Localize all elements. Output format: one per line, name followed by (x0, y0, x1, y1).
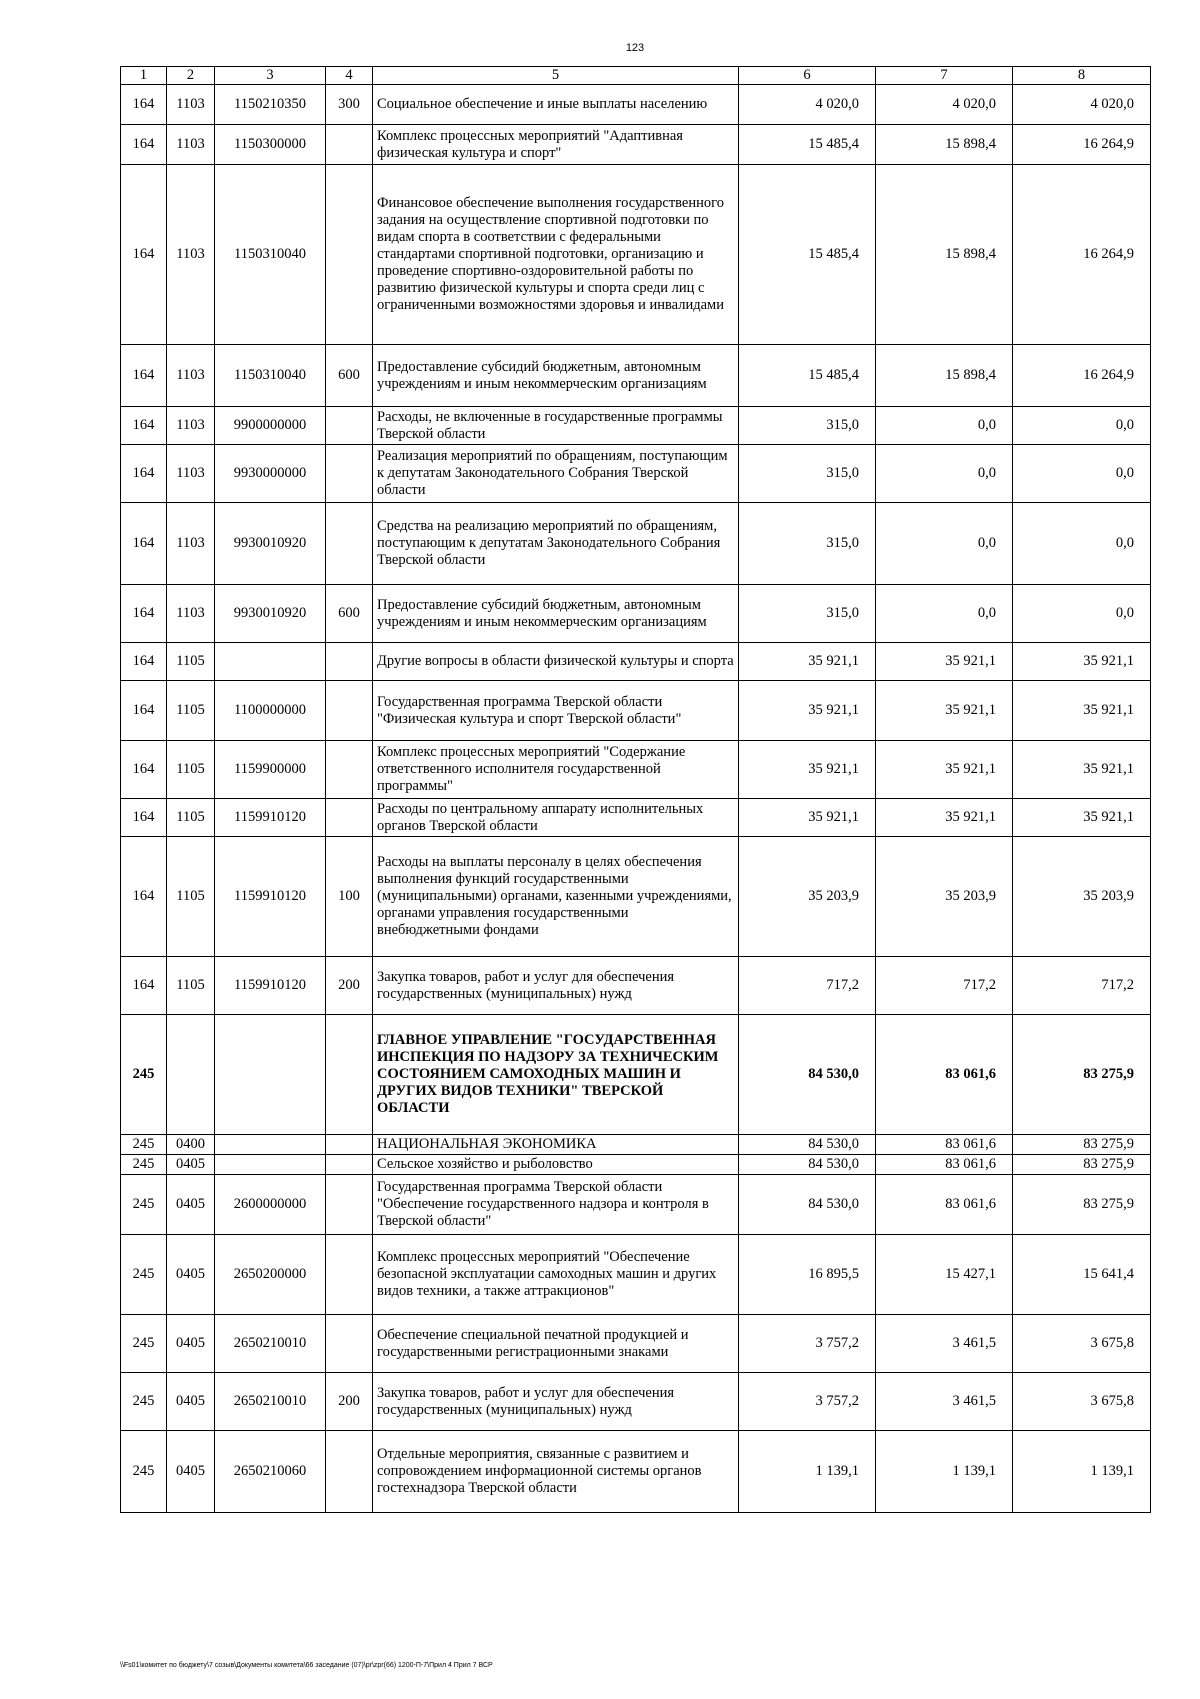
cell-amount-year1: 15 485,4 (739, 345, 876, 407)
cell-section: 0405 (167, 1235, 215, 1315)
column-header: 6 (739, 67, 876, 85)
cell-section: 1103 (167, 125, 215, 165)
table-row (121, 1135, 1151, 1155)
cell-amount-year2: 1 139,1 (876, 1431, 1013, 1513)
cell-amount-year3: 1 139,1 (1013, 1431, 1151, 1513)
cell-amount-year1: 84 530,0 (739, 1015, 876, 1135)
cell-amount-year3: 15 641,4 (1013, 1235, 1151, 1315)
cell-amount-year3: 83 275,9 (1013, 1175, 1151, 1235)
cell-expense-type (326, 1015, 373, 1135)
cell-amount-year2: 15 898,4 (876, 345, 1013, 407)
cell-amount-year1: 4 020,0 (739, 85, 876, 125)
table-row (121, 1015, 1151, 1135)
cell-target-article: 1150310040 (215, 165, 326, 345)
table-row (121, 407, 1151, 445)
cell-section: 1103 (167, 445, 215, 503)
cell-description: Предоставление субсидий бюджетным, автономным учреждениям и иным некоммерческим организациям (373, 345, 739, 407)
cell-amount-year2: 4 020,0 (876, 85, 1013, 125)
cell-section: 1105 (167, 681, 215, 741)
cell-expense-type: 600 (326, 585, 373, 643)
cell-expense-type (326, 503, 373, 585)
cell-target-article: 9930010920 (215, 503, 326, 585)
cell-target-article: 1150210350 (215, 85, 326, 125)
cell-amount-year1: 15 485,4 (739, 165, 876, 345)
cell-amount-year3: 35 921,1 (1013, 643, 1151, 681)
cell-chapter: 164 (121, 837, 167, 957)
cell-amount-year2: 35 203,9 (876, 837, 1013, 957)
cell-section: 0405 (167, 1431, 215, 1513)
cell-section: 0400 (167, 1135, 215, 1155)
cell-target-article: 9900000000 (215, 407, 326, 445)
cell-amount-year2: 15 427,1 (876, 1235, 1013, 1315)
cell-amount-year2: 0,0 (876, 503, 1013, 585)
cell-description: Финансовое обеспечение выполнения государственного задания на осуществление спортивной подготовки по видам спорта в соответствии с федеральными стандартами спортивной подготовки, организацию и проведение спортивно-оздоровительной работы по развитию физической культуры и спорта среди лиц с ограниченными возможностями здоровья и инвалидами (373, 165, 739, 345)
cell-target-article: 1159910120 (215, 799, 326, 837)
cell-amount-year3: 3 675,8 (1013, 1315, 1151, 1373)
cell-expense-type (326, 445, 373, 503)
cell-amount-year1: 3 757,2 (739, 1373, 876, 1431)
cell-target-article: 1150310040 (215, 345, 326, 407)
cell-amount-year3: 35 921,1 (1013, 681, 1151, 741)
cell-amount-year3: 83 275,9 (1013, 1155, 1151, 1175)
cell-target-article: 2600000000 (215, 1175, 326, 1235)
table-row (121, 345, 1151, 407)
cell-expense-type (326, 681, 373, 741)
cell-amount-year2: 717,2 (876, 957, 1013, 1015)
cell-description: Закупка товаров, работ и услуг для обеспечения государственных (муниципальных) нужд (373, 1373, 739, 1431)
cell-chapter: 164 (121, 741, 167, 799)
cell-chapter: 245 (121, 1175, 167, 1235)
cell-amount-year2: 3 461,5 (876, 1373, 1013, 1431)
cell-chapter: 245 (121, 1135, 167, 1155)
cell-amount-year1: 15 485,4 (739, 125, 876, 165)
cell-chapter: 164 (121, 407, 167, 445)
cell-section: 1105 (167, 799, 215, 837)
cell-target-article: 9930010920 (215, 585, 326, 643)
cell-amount-year3: 16 264,9 (1013, 125, 1151, 165)
page-number: 123 (625, 42, 645, 54)
cell-description: Средства на реализацию мероприятий по обращениям, поступающим к депутатам Законодательного Собрания Тверской области (373, 503, 739, 585)
cell-target-article: 1159900000 (215, 741, 326, 799)
column-header: 2 (167, 67, 215, 85)
cell-amount-year2: 0,0 (876, 407, 1013, 445)
cell-amount-year2: 83 061,6 (876, 1135, 1013, 1155)
cell-amount-year1: 35 921,1 (739, 681, 876, 741)
cell-amount-year3: 35 921,1 (1013, 741, 1151, 799)
table-row (121, 681, 1151, 741)
column-header: 7 (876, 67, 1013, 85)
cell-amount-year1: 35 921,1 (739, 643, 876, 681)
cell-chapter: 164 (121, 585, 167, 643)
cell-amount-year2: 35 921,1 (876, 643, 1013, 681)
cell-amount-year2: 35 921,1 (876, 741, 1013, 799)
cell-section: 1103 (167, 165, 215, 345)
table-row (121, 1431, 1151, 1513)
cell-target-article (215, 1015, 326, 1135)
cell-section: 0405 (167, 1155, 215, 1175)
cell-description: Реализация мероприятий по обращениям, поступающим к депутатам Законодательного Собрания Тверской области (373, 445, 739, 503)
cell-description: Другие вопросы в области физической культуры и спорта (373, 643, 739, 681)
cell-description: Государственная программа Тверской области "Обеспечение государственного надзора и контроля в Тверской области" (373, 1175, 739, 1235)
cell-expense-type: 200 (326, 1373, 373, 1431)
cell-amount-year2: 35 921,1 (876, 681, 1013, 741)
cell-target-article (215, 643, 326, 681)
cell-amount-year2: 15 898,4 (876, 125, 1013, 165)
cell-amount-year3: 35 921,1 (1013, 799, 1151, 837)
cell-amount-year1: 3 757,2 (739, 1315, 876, 1373)
cell-amount-year3: 35 203,9 (1013, 837, 1151, 957)
cell-amount-year1: 84 530,0 (739, 1155, 876, 1175)
cell-expense-type (326, 799, 373, 837)
cell-amount-year2: 83 061,6 (876, 1015, 1013, 1135)
cell-section: 1105 (167, 837, 215, 957)
cell-chapter: 164 (121, 681, 167, 741)
cell-amount-year2: 83 061,6 (876, 1175, 1013, 1235)
cell-amount-year1: 1 139,1 (739, 1431, 876, 1513)
cell-description: Комплекс процессных мероприятий "Содержание ответственного исполнителя государственной программы" (373, 741, 739, 799)
cell-amount-year1: 35 921,1 (739, 741, 876, 799)
cell-description: Расходы, не включенные в государственные программы Тверской области (373, 407, 739, 445)
column-header: 1 (121, 67, 167, 85)
cell-amount-year1: 35 203,9 (739, 837, 876, 957)
cell-amount-year2: 3 461,5 (876, 1315, 1013, 1373)
cell-description: Комплекс процессных мероприятий "Адаптивная физическая культура и спорт" (373, 125, 739, 165)
table-row (121, 85, 1151, 125)
cell-amount-year1: 16 895,5 (739, 1235, 876, 1315)
column-header: 3 (215, 67, 326, 85)
file-path-footer: \\Fs01\комитет по бюджету\7 созыв\Документы комитета\66 заседание (07)\pr\zpr(66) 1200-П-7\Прил 4 Прил 7 ВСР (120, 1662, 493, 1669)
cell-amount-year1: 84 530,0 (739, 1135, 876, 1155)
cell-amount-year1: 84 530,0 (739, 1175, 876, 1235)
cell-expense-type (326, 125, 373, 165)
table-row (121, 585, 1151, 643)
table-row (121, 445, 1151, 503)
cell-chapter: 245 (121, 1431, 167, 1513)
cell-expense-type (326, 1235, 373, 1315)
cell-target-article: 2650200000 (215, 1235, 326, 1315)
table-row (121, 1155, 1151, 1175)
cell-target-article: 9930000000 (215, 445, 326, 503)
table-row (121, 1315, 1151, 1373)
cell-expense-type: 100 (326, 837, 373, 957)
table-row (121, 799, 1151, 837)
table-row (121, 125, 1151, 165)
cell-amount-year3: 0,0 (1013, 503, 1151, 585)
cell-chapter: 164 (121, 799, 167, 837)
header-row (121, 67, 1151, 85)
cell-expense-type (326, 1155, 373, 1175)
cell-amount-year3: 717,2 (1013, 957, 1151, 1015)
cell-amount-year1: 315,0 (739, 585, 876, 643)
cell-target-article (215, 1135, 326, 1155)
table-row (121, 837, 1151, 957)
cell-amount-year2: 15 898,4 (876, 165, 1013, 345)
cell-expense-type (326, 741, 373, 799)
cell-amount-year1: 315,0 (739, 503, 876, 585)
column-header: 8 (1013, 67, 1151, 85)
cell-amount-year2: 0,0 (876, 585, 1013, 643)
cell-chapter: 245 (121, 1315, 167, 1373)
cell-description: Обеспечение специальной печатной продукцией и государственными регистрационными знаками (373, 1315, 739, 1373)
column-header: 4 (326, 67, 373, 85)
cell-description: Предоставление субсидий бюджетным, автономным учреждениям и иным некоммерческим организациям (373, 585, 739, 643)
column-header: 5 (373, 67, 739, 85)
cell-section (167, 1015, 215, 1135)
cell-section: 0405 (167, 1175, 215, 1235)
cell-amount-year3: 4 020,0 (1013, 85, 1151, 125)
cell-description: Комплекс процессных мероприятий "Обеспечение безопасной эксплуатации самоходных машин и других видов техники, а также аттракционов" (373, 1235, 739, 1315)
cell-section: 1103 (167, 407, 215, 445)
cell-amount-year1: 315,0 (739, 445, 876, 503)
cell-amount-year2: 83 061,6 (876, 1155, 1013, 1175)
cell-amount-year2: 35 921,1 (876, 799, 1013, 837)
cell-chapter: 245 (121, 1373, 167, 1431)
cell-chapter: 245 (121, 1015, 167, 1135)
cell-description: Расходы по центральному аппарату исполнительных органов Тверской области (373, 799, 739, 837)
cell-amount-year1: 35 921,1 (739, 799, 876, 837)
cell-section: 0405 (167, 1373, 215, 1431)
cell-section: 1105 (167, 741, 215, 799)
cell-expense-type (326, 643, 373, 681)
cell-amount-year3: 83 275,9 (1013, 1015, 1151, 1135)
cell-target-article: 1150300000 (215, 125, 326, 165)
cell-section: 1105 (167, 957, 215, 1015)
cell-target-article: 1100000000 (215, 681, 326, 741)
cell-amount-year3: 0,0 (1013, 585, 1151, 643)
cell-amount-year1: 717,2 (739, 957, 876, 1015)
cell-description: Закупка товаров, работ и услуг для обеспечения государственных (муниципальных) нужд (373, 957, 739, 1015)
cell-target-article: 1159910120 (215, 837, 326, 957)
cell-target-article (215, 1155, 326, 1175)
cell-section: 1105 (167, 643, 215, 681)
cell-target-article: 2650210010 (215, 1373, 326, 1431)
cell-section: 1103 (167, 503, 215, 585)
table-row (121, 503, 1151, 585)
cell-chapter: 245 (121, 1155, 167, 1175)
cell-description: Расходы на выплаты персоналу в целях обеспечения выполнения функций государственными (муниципальными) органами, казенными учреждениями, органами управления государственными внебюджетными фондами (373, 837, 739, 957)
cell-description: Сельское хозяйство и рыболовство (373, 1155, 739, 1175)
cell-amount-year3: 3 675,8 (1013, 1373, 1151, 1431)
table-row (121, 643, 1151, 681)
cell-expense-type: 300 (326, 85, 373, 125)
cell-description: ГЛАВНОЕ УПРАВЛЕНИЕ "ГОСУДАРСТВЕННАЯ ИНСПЕКЦИЯ ПО НАДЗОРУ ЗА ТЕХНИЧЕСКИМ СОСТОЯНИЕМ САМОХОДНЫХ МАШИН И ДРУГИХ ВИДОВ ТЕХНИКИ" ТВЕРСКОЙ ОБЛАСТИ (373, 1015, 739, 1135)
cell-target-article: 2650210060 (215, 1431, 326, 1513)
cell-chapter: 164 (121, 503, 167, 585)
cell-expense-type (326, 165, 373, 345)
cell-chapter: 164 (121, 125, 167, 165)
cell-expense-type (326, 407, 373, 445)
table-row (121, 1235, 1151, 1315)
cell-expense-type (326, 1175, 373, 1235)
cell-target-article: 2650210010 (215, 1315, 326, 1373)
cell-section: 1103 (167, 585, 215, 643)
table-row (121, 741, 1151, 799)
cell-amount-year2: 0,0 (876, 445, 1013, 503)
cell-expense-type: 200 (326, 957, 373, 1015)
cell-amount-year3: 0,0 (1013, 445, 1151, 503)
cell-chapter: 164 (121, 345, 167, 407)
cell-expense-type (326, 1135, 373, 1155)
cell-expense-type (326, 1431, 373, 1513)
cell-section: 0405 (167, 1315, 215, 1373)
cell-chapter: 164 (121, 957, 167, 1015)
cell-chapter: 164 (121, 85, 167, 125)
cell-amount-year3: 0,0 (1013, 407, 1151, 445)
budget-table (120, 66, 1151, 1513)
cell-description: НАЦИОНАЛЬНАЯ ЭКОНОМИКА (373, 1135, 739, 1155)
cell-amount-year3: 83 275,9 (1013, 1135, 1151, 1155)
cell-amount-year3: 16 264,9 (1013, 165, 1151, 345)
cell-chapter: 245 (121, 1235, 167, 1315)
cell-amount-year1: 315,0 (739, 407, 876, 445)
cell-chapter: 164 (121, 445, 167, 503)
table-row (121, 957, 1151, 1015)
cell-description: Отдельные мероприятия, связанные с развитием и сопровождением информационной системы органов гостехнадзора Тверской области (373, 1431, 739, 1513)
table-row (121, 1175, 1151, 1235)
cell-chapter: 164 (121, 643, 167, 681)
cell-amount-year3: 16 264,9 (1013, 345, 1151, 407)
cell-chapter: 164 (121, 165, 167, 345)
table-row (121, 1373, 1151, 1431)
cell-section: 1103 (167, 85, 215, 125)
cell-description: Государственная программа Тверской области "Физическая культура и спорт Тверской области" (373, 681, 739, 741)
cell-expense-type (326, 1315, 373, 1373)
cell-description: Социальное обеспечение и иные выплаты населению (373, 85, 739, 125)
cell-section: 1103 (167, 345, 215, 407)
cell-target-article: 1159910120 (215, 957, 326, 1015)
cell-expense-type: 600 (326, 345, 373, 407)
table-row (121, 165, 1151, 345)
